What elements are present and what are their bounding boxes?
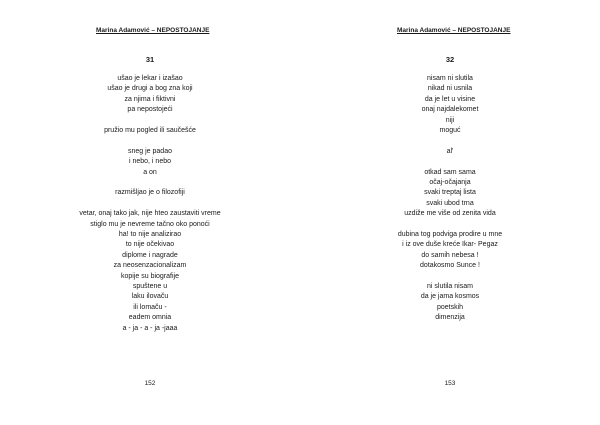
poem-line: ili lomaču -	[133, 303, 167, 311]
poem-line: vetar, onaj tako jak, nije hteo zaustaviti vreme	[79, 210, 221, 218]
poem-line: otkad sam sama	[424, 168, 476, 176]
poem-line: za neosenzacionalizam	[113, 262, 187, 270]
poem-line: stiglo mu je nevreme tačno oko ponoći	[90, 220, 210, 228]
poem-line	[0, 136, 300, 146]
poem-line: poetskih	[436, 303, 464, 311]
poem-line: ni slutila nisam	[427, 283, 473, 291]
poem-line: spuštene u	[132, 283, 168, 291]
page-number: 153	[444, 380, 456, 387]
poem-line: očaj-očajanja	[429, 179, 471, 187]
poem-line: da je jama kosmos	[420, 293, 480, 301]
poem-line	[0, 178, 300, 188]
poem-line: moguć	[439, 127, 461, 135]
poem-line: niji	[445, 116, 455, 124]
poem-line: za njima i fiktivni	[124, 95, 176, 103]
poem-line	[300, 136, 600, 146]
poem-line: a - ja - a - ja -jaaa	[122, 324, 178, 332]
poem-line: i nebo, i nebo	[128, 158, 172, 166]
poem-line: ha! to nije analizirao	[118, 231, 182, 239]
poem-line: al'	[446, 147, 454, 155]
poem-line: svaki ubod trna	[426, 199, 474, 207]
poem-line: razmišljao je o filozofiji	[115, 189, 185, 197]
poem-line	[0, 116, 300, 126]
poem-line: kopije su biografije	[121, 272, 179, 280]
poem-text	[300, 74, 600, 324]
poem-line: laku ilovaču	[131, 293, 169, 301]
poem-text	[0, 74, 300, 334]
poem-line: ušao je lekar i izašao	[117, 75, 183, 82]
running-head: Marina Adamović – NEPOSTOJANJE	[397, 27, 511, 34]
poem-line: nikad ni usnila	[427, 85, 473, 93]
poem-line: to nije očekivao	[125, 241, 175, 249]
poem-line	[300, 272, 600, 282]
poem-line: dubina tog podviga prodire u mne	[397, 231, 503, 239]
poem-line: dimenzija	[435, 314, 465, 322]
poem-line: sneg je padao	[128, 147, 172, 155]
poem-line	[300, 157, 600, 167]
poem-line: da je let u visine	[424, 95, 476, 103]
poem-line	[300, 220, 600, 230]
poem-line: ušao je drugi a bog zna koji	[107, 85, 193, 93]
poem-line	[0, 199, 300, 209]
poem-line: do samih nebesa !	[421, 251, 479, 259]
page-number: 152	[144, 380, 156, 387]
running-head: Marina Adamović – NEPOSTOJANJE	[96, 27, 210, 34]
poem-line: svaki treptaj lista	[424, 189, 476, 197]
poem-line: pružio mu pogled ili saučešće	[104, 127, 196, 135]
poem-line: onaj najdalekomet	[421, 106, 479, 114]
poem-line: i iz ove duše kreće Ikar- Pegaz	[402, 241, 498, 249]
poem-line: dotakosmo Sunce !	[420, 262, 480, 270]
poem-line: a on	[143, 168, 157, 176]
poem-line: nisam ni slutila	[427, 75, 473, 82]
poem-number: 32	[445, 55, 455, 64]
poem-line: diplome i nagrade	[122, 251, 178, 259]
right-page	[300, 0, 600, 425]
poem-number: 31	[145, 55, 155, 64]
poem-line: eadem omnia	[128, 314, 172, 322]
poem-line: uzdiže me više od zenita vida	[404, 210, 496, 218]
poem-line: pa nepostojeći	[127, 106, 173, 114]
